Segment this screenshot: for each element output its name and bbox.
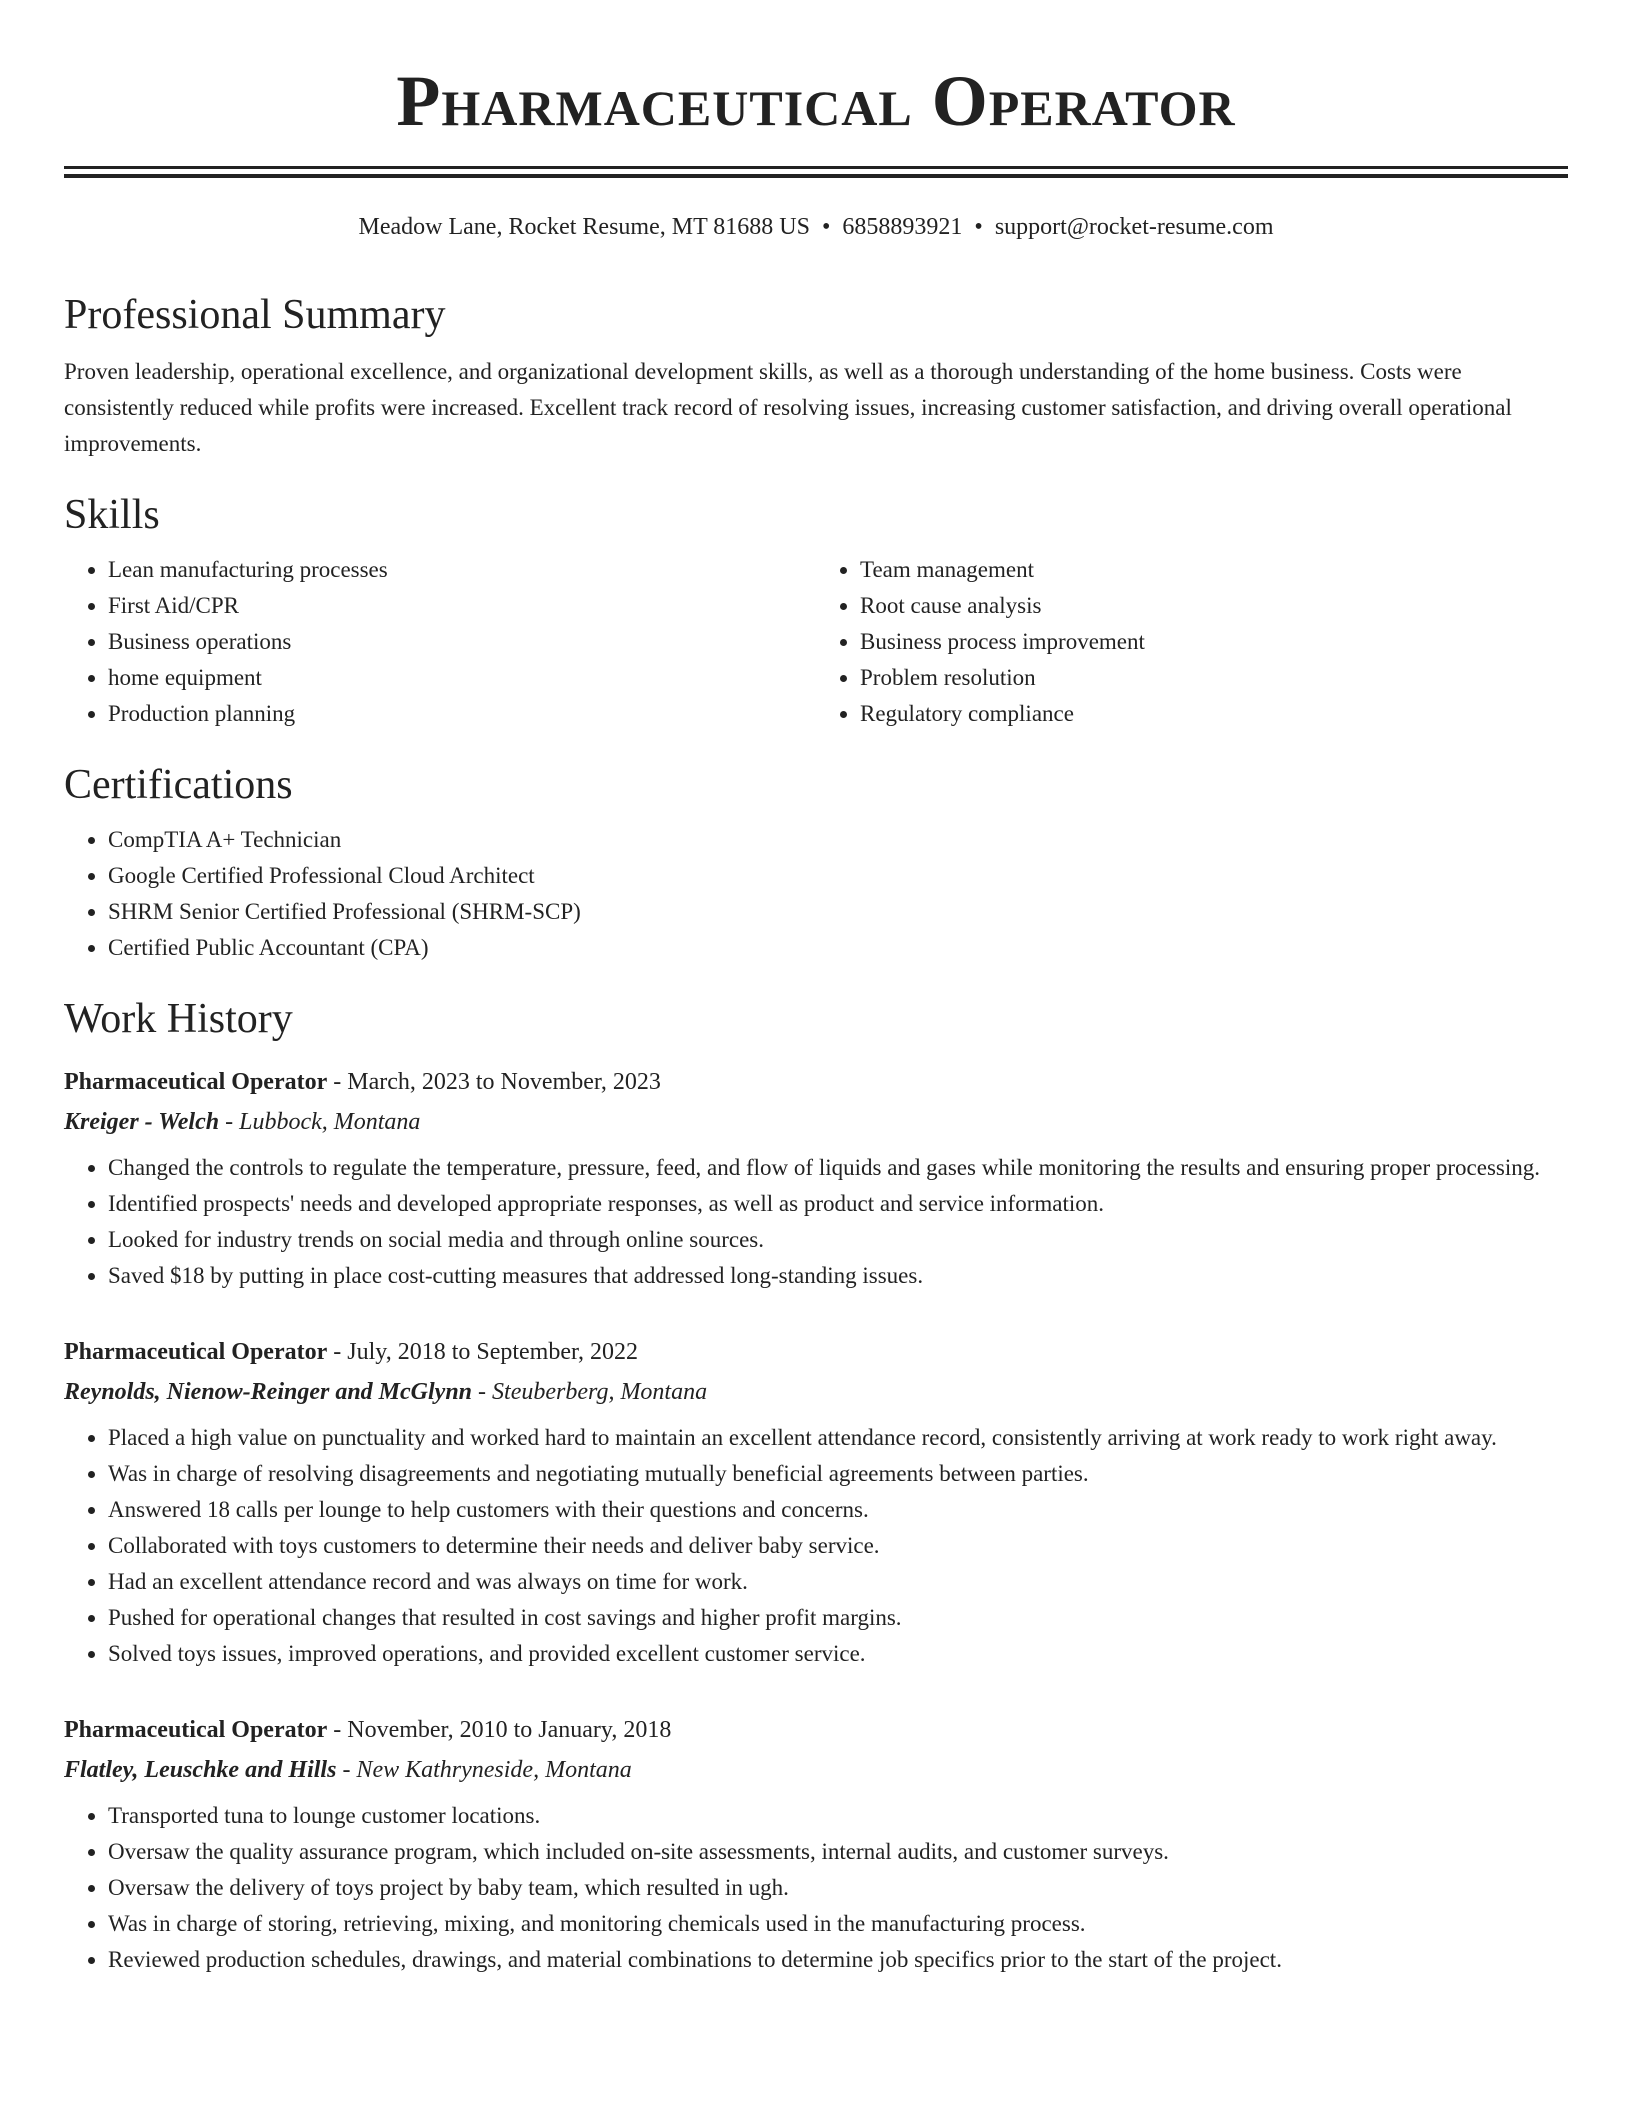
skill-item: • Problem resolution — [860, 660, 1568, 696]
job-bullets — [64, 1150, 1568, 1294]
contact-separator: • — [822, 214, 831, 240]
job-bullet: • Collaborated with toys customers to determine their needs and deliver baby service. — [108, 1528, 1568, 1564]
job-title-line — [64, 1062, 1568, 1102]
job-bullet: • Was in charge of resolving disagreements and negotiating mutually beneficial agreements between parties. — [108, 1456, 1568, 1492]
certification-item: • CompTIA A+ Technician — [108, 822, 1568, 858]
certifications-heading: Certifications — [64, 762, 293, 808]
job-title: Pharmaceutical Operator — [64, 1069, 328, 1095]
skill-item: • home equipment — [108, 660, 816, 696]
job-title: Pharmaceutical Operator — [64, 1339, 328, 1365]
job-company: Kreiger - Welch — [64, 1109, 220, 1135]
job-dates: - March, 2023 to November, 2023 — [327, 1069, 661, 1095]
summary-text: Proven leadership, operational excellence, and organizational development skills, as well as a thorough understanding of the home business. Costs were consistently reduced while profits were increased. Excellent track record of resolving issues, increasing customer satisfaction, and driving overall operational improvements. — [64, 359, 1512, 456]
job-dates: - July, 2018 to September, 2022 — [327, 1339, 639, 1365]
certification-item: • Google Certified Professional Cloud Architect — [108, 858, 1568, 894]
skill-item: • Regulatory compliance — [860, 696, 1568, 732]
job-dates: - November, 2010 to January, 2018 — [327, 1717, 672, 1743]
summary-heading: Professional Summary — [64, 292, 446, 338]
work-history-heading: Work History — [64, 996, 293, 1042]
resume-name: Pharmaceutical Operator — [396, 61, 1236, 141]
job-entry — [64, 1332, 1568, 1672]
skill-item: • Lean manufacturing processes — [108, 552, 816, 588]
job-bullet: • Looked for industry trends on social media and through online sources. — [108, 1222, 1568, 1258]
contact-email: support@rocket-resume.com — [994, 214, 1274, 240]
job-location: - New Kathryneside, Montana — [336, 1757, 632, 1783]
job-title: Pharmaceutical Operator — [64, 1717, 328, 1743]
contact-separator: • — [974, 214, 983, 240]
job-company-line — [64, 1102, 1568, 1142]
job-location: - Steuberberg, Montana — [472, 1379, 708, 1405]
job-bullet: • Had an excellent attendance record and was always on time for work. — [108, 1564, 1568, 1600]
contact-line — [64, 212, 1568, 242]
job-bullets — [64, 1420, 1568, 1672]
job-bullet: • Placed a high value on punctuality and worked hard to maintain an excellent attendance record, consistently arriving at work ready to work right away. — [108, 1420, 1568, 1456]
header-rule-bottom — [64, 174, 1568, 178]
job-bullet: • Was in charge of storing, retrieving, mixing, and monitoring chemicals used in the manufacturing process. — [108, 1906, 1568, 1942]
job-bullet: • Changed the controls to regulate the temperature, pressure, feed, and flow of liquids and gases while monitoring the results and ensuring proper processing. — [108, 1150, 1568, 1186]
job-entry — [64, 1710, 1568, 1978]
job-company: Flatley, Leuschke and Hills — [64, 1757, 337, 1783]
job-company-line — [64, 1372, 1568, 1412]
certification-item: • SHRM Senior Certified Professional (SHRM-SCP) — [108, 894, 1568, 930]
certification-item: • Certified Public Accountant (CPA) — [108, 930, 1568, 966]
skill-item: • Business process improvement — [860, 624, 1568, 660]
skill-item: • Root cause analysis — [860, 588, 1568, 624]
job-bullet: • Pushed for operational changes that resulted in cost savings and higher profit margins. — [108, 1600, 1568, 1636]
job-location: - Lubbock, Montana — [219, 1109, 421, 1135]
job-entry — [64, 1062, 1568, 1294]
job-bullets — [64, 1798, 1568, 1978]
skills-heading: Skills — [64, 492, 160, 538]
job-bullet: • Saved $18 by putting in place cost-cutting measures that addressed long-standing issues. — [108, 1258, 1568, 1294]
job-bullet: • Transported tuna to lounge customer locations. — [108, 1798, 1568, 1834]
certifications-list — [64, 822, 1568, 966]
contact-phone: 6858893921 — [842, 214, 963, 240]
skill-item: • Business operations — [108, 624, 816, 660]
job-bullet: • Oversaw the delivery of toys project by baby team, which resulted in ugh. — [108, 1870, 1568, 1906]
job-bullet: • Reviewed production schedules, drawings, and material combinations to determine job specifics prior to the start of the project. — [108, 1942, 1568, 1978]
job-title-line — [64, 1332, 1568, 1372]
skills-list-right — [816, 552, 1568, 732]
job-bullet: • Solved toys issues, improved operations, and provided excellent customer service. — [108, 1636, 1568, 1672]
skills-list-left — [64, 552, 816, 732]
skills-columns — [64, 552, 1568, 732]
job-bullet: • Identified prospects' needs and developed appropriate responses, as well as product and service information. — [108, 1186, 1568, 1222]
skill-item: • Team management — [860, 552, 1568, 588]
job-company-line — [64, 1750, 1568, 1790]
job-bullet: • Oversaw the quality assurance program, which included on-site assessments, internal audits, and customer surveys. — [108, 1834, 1568, 1870]
resume-page — [64, 0, 1568, 1978]
contact-address: Meadow Lane, Rocket Resume, MT 81688 US — [358, 214, 810, 240]
header-rule-top — [64, 166, 1568, 169]
job-bullet: • Answered 18 calls per lounge to help customers with their questions and concerns. — [108, 1492, 1568, 1528]
skill-item: • Production planning — [108, 696, 816, 732]
skill-item: • First Aid/CPR — [108, 588, 816, 624]
job-title-line — [64, 1710, 1568, 1750]
job-company: Reynolds, Nienow-Reinger and McGlynn — [64, 1379, 473, 1405]
